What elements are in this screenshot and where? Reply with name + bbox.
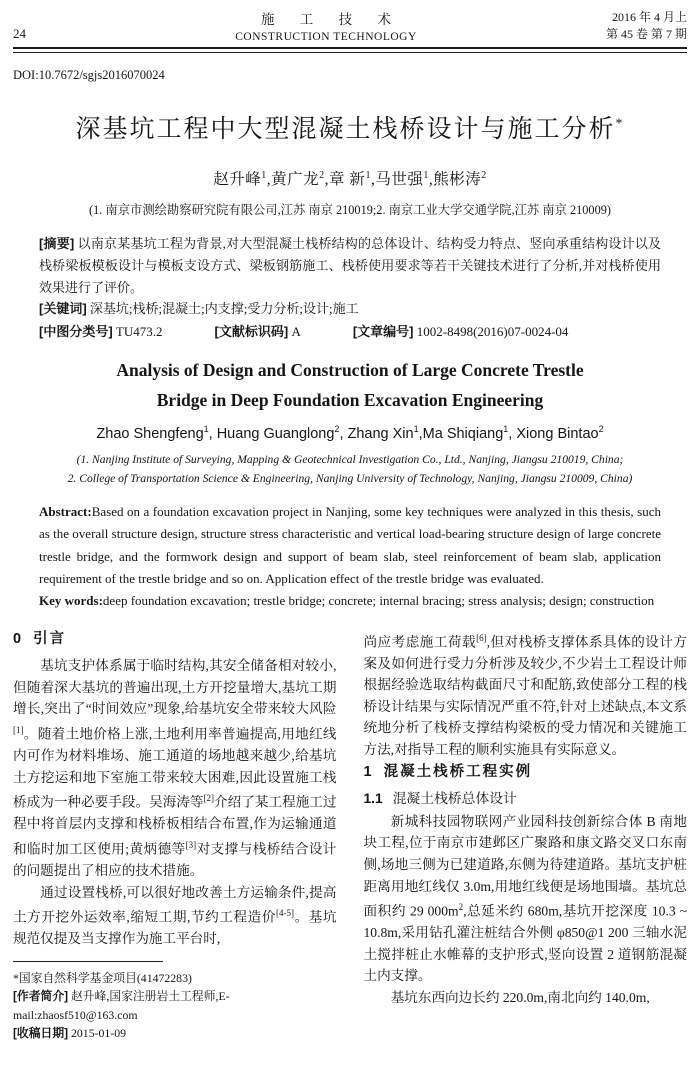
affiliation-en-line2: 2. College of Transportation Science & Engineering, Nanjing University of Technology, Nanjing, Jiangsu 210009, China) <box>67 472 633 486</box>
author-name: 赵升峰 <box>213 171 262 188</box>
intro-paragraph-2: 通过设置栈桥,可以很好地改善土方运输条件,提高土方开挖外运效率,缩短工期,节约工程造价[4-5]。基坑规范仅提及当支撑作为施工平台时, <box>13 884 337 947</box>
title-footnote-star: * <box>615 116 625 132</box>
section-1-1-paragraph-1: 新城科技园物联网产业园科技创新综合体 B 南地块工程,位于南京市建邺区广聚路和康文路交叉口东南侧,场地三侧为已建道路,东侧为待建道路。基坑支护桩距离用地红线仅 3.0m,用地红线便是场地围墙。基坑总面积约 29 000m$^2$,总延米约 680m,基坑开挖深度 10.3 ~ 10.8m,采用钻孔灌注桩结合外侧 φ850@1 200 三轴水泥土搅拌桩止水帷幕的支护形式,竖向设置 2 道钢筋混凝土内支撑。 <box>363 813 687 984</box>
author-affil-sup: 1 <box>503 424 509 435</box>
section-heading-0: 0 引言 <box>13 630 67 647</box>
page-number: 24 <box>13 26 26 41</box>
citation-ref: [4-5] <box>276 908 294 919</box>
citation-ref: [1] <box>13 724 24 735</box>
article-title-text: 深基坑工程中大型混凝土栈桥设计与施工分析 <box>75 116 616 143</box>
citation-ref: [3] <box>185 839 197 850</box>
article-title-en <box>13 355 687 415</box>
affiliation-en-line1: (1. Nanjing Institute of Surveying, Mapping & Geotechnical Investigation Co., Ltd., Nanjing, Jiangsu 210019, China; <box>76 453 624 467</box>
section-heading-1: 1 混凝土栈桥工程实例 <box>363 763 533 780</box>
keywords-en <box>39 590 661 612</box>
section-1-1-paragraph-2: 基坑东西向边长约 220.0m,南北向约 140.0m, <box>390 990 650 1006</box>
volume-issue: 第 45 卷 第 7 期 <box>605 27 687 41</box>
superscript-m2: 2 <box>458 902 464 913</box>
right-column <box>364 628 688 1043</box>
author-affil-sup: 1 <box>365 169 371 181</box>
classification-row <box>39 321 661 340</box>
abstract-cn-text: 以南京某基坑工程为背景,对大型混凝土栈桥结构的总体设计、结构受力特点、竖向承重结构设计以及栈桥梁板模板设计与模板支设方式、梁板钢筋施工、栈桥使用要求等若干关键技术进行了分析,并对栈桥使用效果进行了评价。 <box>39 236 661 295</box>
article-title-cn <box>13 109 687 145</box>
intro-paragraph-continued: 尚应考虑施工荷载[6],但对栈桥支撑体系具体的设计方案及如何进行受力分析涉及较少,不少岩土工程设计师根据经验选取结构截面尺寸和配筋,致使部分工程的栈桥设计结果与实际情况严重不符,针对上述缺点,本文系统地分析了栈桥支撑结构梁板的受力情况和关键施工方法,对指导工程的顺利实施具有实际意义。 <box>363 632 688 757</box>
authors-en <box>13 424 687 442</box>
article-id: [文章编号] 1002-8498(2016)07-0024-04 <box>352 324 569 340</box>
author-affil-sup: 2 <box>598 424 604 435</box>
affiliation-en <box>13 450 687 488</box>
left-column <box>13 628 337 1043</box>
affiliation-cn: (1. 南京市测绘勘察研究院有限公司,江苏 南京 210019;2. 南京工业大学交通学院,江苏 南京 210009) <box>89 203 611 217</box>
keywords-cn-text: 深基坑;栈桥;混凝土;内支撑;受力分析;设计;施工 <box>86 301 359 317</box>
author-affil-sup: 2 <box>334 424 340 435</box>
citation-ref: [2] <box>203 793 215 804</box>
author-affil-sup: 2 <box>481 169 487 181</box>
author-name-en: ,Ma Shiqiang <box>418 426 504 443</box>
received-date-note: [收稿日期] 2015-01-09 <box>13 1026 127 1041</box>
author-name-en: , Xiong Bintao <box>508 426 599 443</box>
article-title-en-line1: Analysis of Design and Construction of Large Concrete Trestle <box>116 360 584 381</box>
author-name: ,黄广龙 <box>266 171 320 188</box>
abstract-en-label: Abstract: <box>39 504 92 520</box>
citation-ref: [6] <box>476 632 487 643</box>
author-affil-sup: 1 <box>203 424 209 435</box>
footnote-rule <box>13 961 163 962</box>
author-name-en: Zhao Shengfeng <box>96 426 204 443</box>
document-code: [文献标识码] A <box>214 324 301 340</box>
author-bio-note: [作者简介] 赵升峰,国家注册岩土工程师,E-mail:zhaosf510@163.com <box>13 989 230 1022</box>
abstract-en-text: Based on a foundation excavation project in Nanjing, some key techniques were analyzed in this thesis, such as the overall structure design, structure stress characteristic and vertical load-bearing structure design of large concrete trestle bridge, and the formwork design and support of beam slab, steel reinforcement of beam slab, application requirement of the trestle bridge and so on. Application effect of the trestle bridge was evaluated. <box>39 504 661 586</box>
journal-title-cn: 施 工 技 术 <box>260 12 403 27</box>
abstract-en <box>39 501 661 590</box>
running-head <box>13 8 687 43</box>
journal-title-block <box>93 8 559 43</box>
article-title-en-line2: Bridge in Deep Foundation Excavation Engineering <box>156 390 544 411</box>
author-name-en: , Huang Guanglong <box>208 426 335 443</box>
abstract-cn-label: [摘要] <box>39 236 75 251</box>
header-rule <box>13 47 687 53</box>
keywords-cn <box>39 298 661 320</box>
funding-note: *国家自然科学基金项目(41472283) <box>13 970 192 985</box>
journal-title-en: CONSTRUCTION TECHNOLOGY <box>235 31 417 43</box>
abstract-cn <box>39 233 661 298</box>
intro-paragraph-1: 基坑支护体系属于临时结构,其安全储备相对较小,但随着深大基坑的普遍出现,土方开挖量增大,基坑工期增长,突出了“时间效应”现象,给基坑安全带来较大风险[1]。随着土地价格上涨,土地利用率普遍提高,用地红线内可作为材料堆场、施工通道的场地越来越少,给基坑土方挖运和地下室施工带来较大困难,因此设置施工栈桥成为一种必要手段。吴海涛等[2]介绍了某工程施工过程中将首层内支撑和栈桥板相结合布置,作为运输通道和临时加工区使用;黄炳德等[3]对支撑与栈桥结合设计的问题提出了相应的技术措施。 <box>13 658 337 879</box>
author-affil-sup: 2 <box>319 169 325 181</box>
author-affil-sup: 1 <box>261 169 267 181</box>
issue-date: 2016 年 4 月上 <box>611 10 687 24</box>
doi: DOI:10.7672/sgjs2016070024 <box>13 68 165 82</box>
keywords-en-text: deep foundation excavation; trestle bridge; concrete; internal bracing; stress analysis; design; construction <box>102 593 655 609</box>
author-affil-sup: 1 <box>423 169 429 181</box>
author-name: ,章 新 <box>324 171 366 188</box>
issue-info <box>559 9 687 43</box>
authors-cn <box>13 167 687 189</box>
section-heading-1-1: 1.1 混凝土栈桥总体设计 <box>363 791 517 807</box>
clc-number: [中图分类号] TU473.2 <box>39 324 163 340</box>
author-affil-sup: 1 <box>413 424 419 435</box>
author-name: ,熊彬涛 <box>428 171 482 188</box>
keywords-cn-label: [关键词] <box>39 301 87 317</box>
author-name: ,马世强 <box>370 171 424 188</box>
body-columns <box>13 628 687 1043</box>
author-name-en: , Zhang Xin <box>339 426 414 443</box>
footnote-block <box>13 961 337 1043</box>
keywords-en-label: Key words: <box>39 593 103 609</box>
